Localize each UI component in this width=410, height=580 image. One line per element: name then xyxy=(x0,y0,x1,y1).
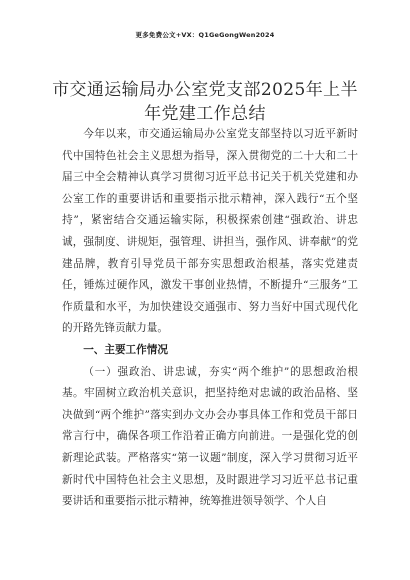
section-paragraph: （一）强政治、讲忠诚，夯实“两个维护”的思想政治根基。牢固树立政治机关意识，把坚持绝对忠诚的政治品格、坚决做到“两个维护”落实到办文办会办事具体工作和党员干部日常言行中，确保各项工作沿着正确方向前进。一是强化党的创新理论武装。严格落实“第一议题”制度，深入学习贯彻习近平新时代中国特色社会主义思想，及时跟进学习习近平总书记重要讲话和重要指示批示精神，统筹推进领导领学、个人自 xyxy=(62,365,358,508)
section-heading: 一、主要工作情况 xyxy=(83,343,168,356)
document-title: 市交通运输局办公室党支部2025年上半年党建工作总结 xyxy=(52,80,358,124)
document-body xyxy=(62,124,358,513)
intro-paragraph: 今年以来，市交通运输局办公室党支部坚持以习近平新时代中国特色社会主义思想为指导，深入贯彻党的二十大和二十届三中全会精神认真学习贯彻习近平总书记关于机关党建和办公室工作的重要讲话和重要指示批示精神，深入践行“五个坚持”，紧密结合交通运输实际，积极探索创建“强政治、讲忠诚，强制度、讲规矩，强管理、讲担当，强作风、讲奉献”的党建品牌，教育引导党员干部夯实思想政治根基，落实党建责任，锤炼过硬作风，激发干事创业热情，不断提升“三服务”工作质量和水平，为加快建设交通强市、努力当好中国式现代化的开路先锋贡献力量。 xyxy=(62,128,358,335)
header-note: 更多免费公文+VX：Q1GeGongWen2024 xyxy=(135,31,275,39)
